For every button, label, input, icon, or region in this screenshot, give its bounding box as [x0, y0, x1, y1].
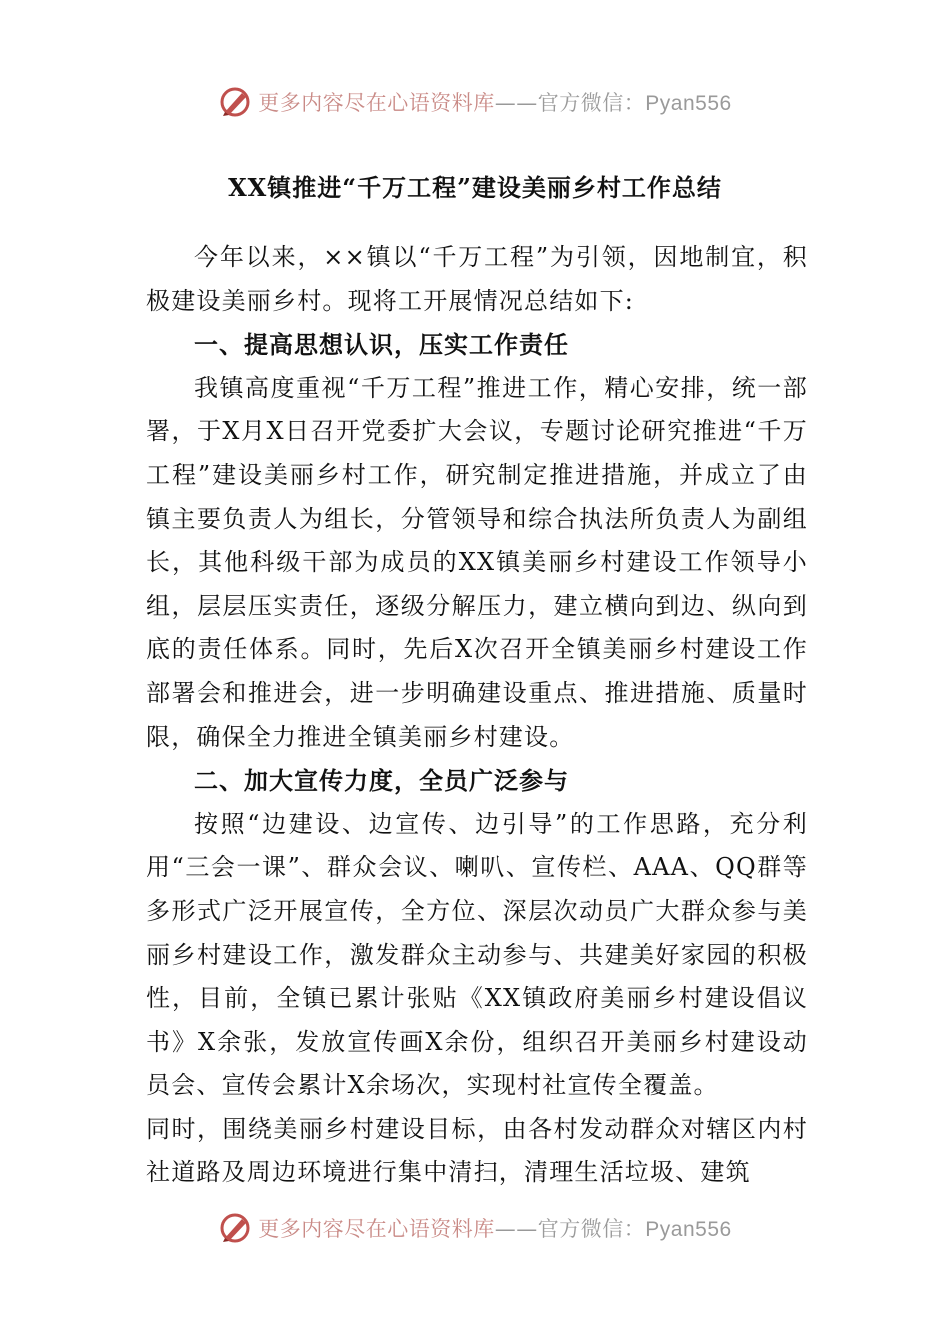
pen-logo-icon [218, 85, 252, 119]
banner-dash: —— [494, 91, 538, 115]
banner-wechat-id: Pyan556 [645, 92, 732, 115]
footer-watermark-banner [0, 1208, 950, 1248]
banner-wechat-label: 官方微信： [537, 91, 646, 115]
section-2-paragraph: 按照“边建设、边宣传、边引导”的工作思路，充分利用“三会一课”、群众会议、喇叭、宣传栏、AAA、QQ群等多形式广泛开展宣传，全方位、深层次动员广大群众参与美丽乡村建设工作，激发群众主动参与、共建美好家园的积极性，目前，全镇已累计张贴《XX镇政府美丽乡村建设倡议书》X余张，发放宣传画X余份，组织召开美丽乡村建设动员会、宣传会累计X余场次，实现村社宣传全覆盖。 [146, 809, 808, 1100]
section-1-paragraph: 我镇高度重视“千万工程”推进工作，精心安排，统一部署，于X月X日召开党委扩大会议，专题讨论研究推进“千万工程”建设美丽乡村工作，研究制定推进措施，并成立了由镇主要负责人为组长，分管领导和综合执法所负责人为副组长，其他科级干部为成员的XX镇美丽乡村建设工作领导小组，层层压实责任，逐级分解压力，建立横向到边、纵向到底的责任体系。同时，先后X次召开全镇美丽乡村建设工作部署会和推进会，进一步明确建设重点、推进措施、质量时限，确保全力推进全镇美丽乡村建设。 [146, 373, 808, 751]
banner-text: 更多内容尽在心语资料库 [258, 91, 495, 115]
document-body [146, 236, 808, 1195]
banner-text: 更多内容尽在心语资料库 [258, 1217, 495, 1241]
section-2-heading: 二、加大宣传力度，全员广泛参与 [194, 766, 569, 796]
banner-wechat-label: 官方微信： [537, 1217, 646, 1241]
banner-dash: —— [494, 1217, 538, 1241]
document-title: XX镇推进“千万工程”建设美丽乡村工作总结 [228, 173, 722, 202]
pen-logo-icon [218, 1211, 252, 1245]
banner-wechat-id: Pyan556 [645, 1218, 732, 1241]
intro-paragraph: 今年以来，××镇以“千万工程”为引领，因地制宜，积极建设美丽乡村。现将工开展情况总结如下: [146, 243, 808, 315]
header-watermark-banner [0, 82, 950, 122]
section-2-paragraph-continued: 同时，围绕美丽乡村建设目标，由各村发动群众对辖区内村社道路及周边环境进行集中清扫，清理生活垃圾、建筑 [146, 1114, 808, 1187]
section-1-heading: 一、提高思想认识，压实工作责任 [194, 330, 569, 360]
